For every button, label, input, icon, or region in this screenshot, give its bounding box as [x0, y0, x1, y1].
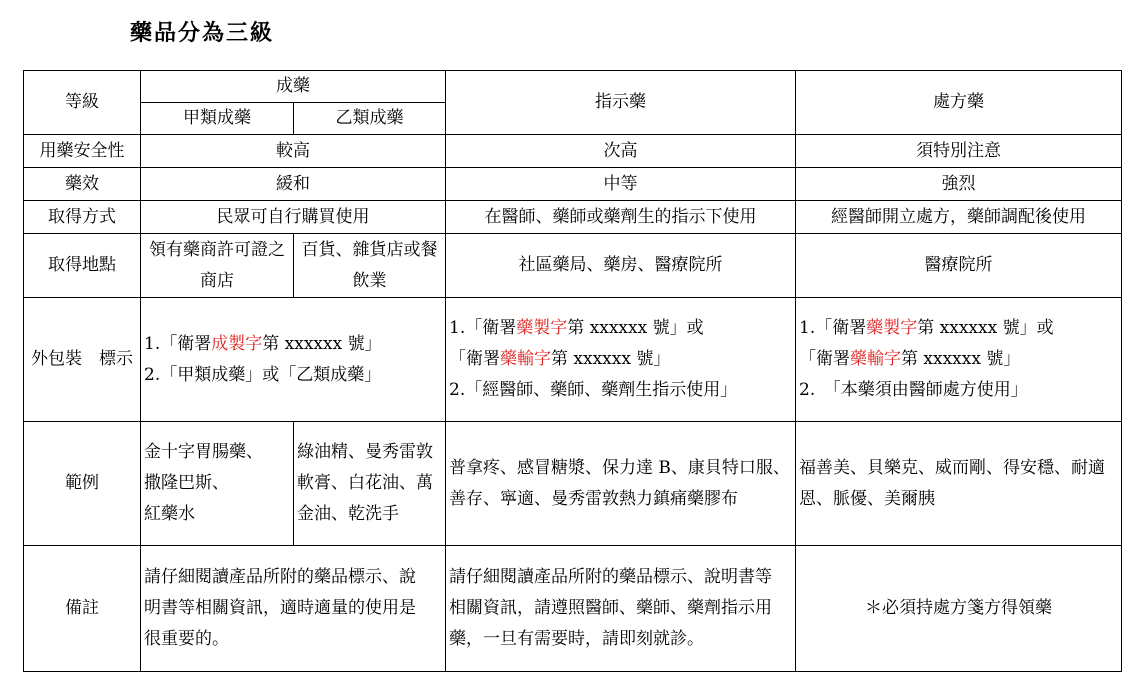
header-otc-a: 甲類成藥 [141, 103, 294, 135]
header-grade: 等級 [24, 71, 141, 135]
package-otc-line1: 1.「衛署成製字第 xxxxxx 號」 [144, 333, 382, 354]
row-label-package: 外包裝 標示 [24, 298, 141, 422]
package-prescription-line2: 「衛署藥輸字第 xxxxxx 號」 [799, 349, 1021, 369]
package-prescription [796, 298, 1122, 422]
row-acquire [24, 201, 1122, 234]
examples-otc-a: 金十字胃腸藥、 撒隆巴斯、 紅藥水 [141, 422, 294, 546]
package-prescription-line3: 2. 「本藥須由醫師處方使用」 [799, 380, 1028, 400]
header-indicated: 指示藥 [446, 71, 796, 135]
acquire-indicated: 在醫師、藥師或藥劑生的指示下使用 [446, 201, 796, 234]
row-label-place: 取得地點 [24, 234, 141, 298]
row-safety [24, 135, 1122, 168]
row-label-examples: 範例 [24, 422, 141, 546]
efficacy-otc: 緩和 [141, 168, 446, 201]
place-otc-b: 百貨、雜貨店或餐飲業 [294, 234, 446, 298]
notes-otc: 請仔細閱讀產品所附的藥品標示、說明書等相關資訊，適時適量的使用是很重要的。 [141, 546, 446, 672]
place-indicated: 社區藥局、藥房、醫療院所 [446, 234, 796, 298]
package-indicated-line3: 2.「經醫師、藥師、藥劑生指示使用」 [449, 380, 738, 400]
safety-prescription: 須特別注意 [796, 135, 1122, 168]
package-indicated-line1: 1.「衛署藥製字第 xxxxxx 號」或 [449, 318, 704, 338]
row-examples [24, 422, 1122, 546]
safety-indicated: 次高 [446, 135, 796, 168]
row-label-acquire: 取得方式 [24, 201, 141, 234]
row-notes [24, 546, 1122, 672]
examples-prescription: 福善美、貝樂克、威而剛、得安穩、耐適恩、脈優、美爾胰 [796, 422, 1122, 546]
notes-indicated: 請仔細閱讀產品所附的藥品標示、說明書等相關資訊，請遵照醫師、藥師、藥劑指示用藥，一旦有需要時，請即刻就診。 [446, 546, 796, 672]
package-indicated-line2: 「衛署藥輸字第 xxxxxx 號」 [449, 349, 671, 369]
acquire-otc: 民眾可自行購買使用 [141, 201, 446, 234]
efficacy-prescription: 強烈 [796, 168, 1122, 201]
safety-otc: 較高 [141, 135, 446, 168]
row-efficacy [24, 168, 1122, 201]
efficacy-indicated: 中等 [446, 168, 796, 201]
acquire-prescription: 經醫師開立處方，藥師調配後使用 [796, 201, 1122, 234]
row-package [24, 298, 1122, 422]
header-prescription: 處方藥 [796, 71, 1122, 135]
examples-otc-b: 綠油精、曼秀雷敦軟膏、白花油、萬金油、乾洗手 [294, 422, 446, 546]
package-prescription-line1: 1.「衛署藥製字第 xxxxxx 號」或 [799, 318, 1054, 338]
row-label-safety: 用藥安全性 [24, 135, 141, 168]
package-otc-line2: 2.「甲類成藥」或「乙類成藥」 [144, 364, 382, 385]
document-title: 藥品分為三級 [130, 20, 275, 46]
examples-indicated: 普拿疼、感冒糖漿、保力達 B、康貝特口服、善存、寧適、曼秀雷敦熱力鎮痛藥膠布 [446, 422, 796, 546]
header-otc: 成藥 [141, 71, 446, 103]
row-label-notes: 備註 [24, 546, 141, 672]
row-label-efficacy: 藥效 [24, 168, 141, 201]
package-otc [141, 298, 446, 422]
place-otc-a: 領有藥商許可證之商店 [141, 234, 294, 298]
row-place [24, 234, 1122, 298]
header-otc-b: 乙類成藥 [294, 103, 446, 135]
drug-grade-table [23, 70, 1122, 672]
place-prescription: 醫療院所 [796, 234, 1122, 298]
package-indicated [446, 298, 796, 422]
notes-prescription: ＊必須持處方箋方得領藥 [796, 546, 1122, 672]
